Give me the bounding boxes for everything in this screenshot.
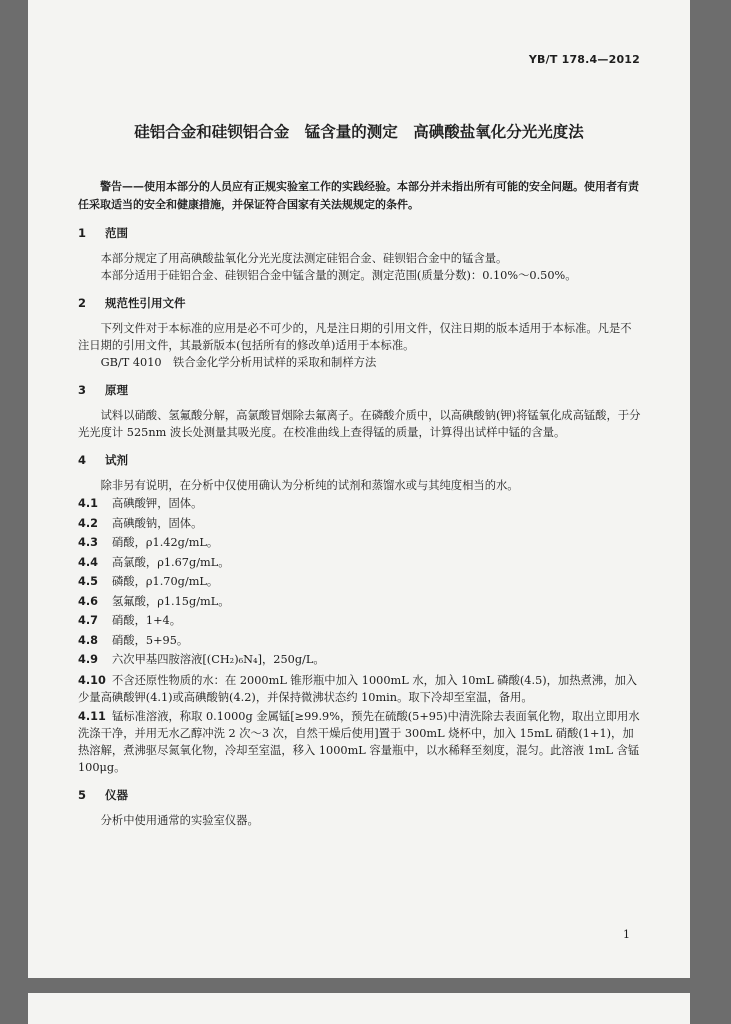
section-2-heading <box>78 295 642 312</box>
section-5-heading <box>78 787 642 804</box>
section-title: 范围 <box>105 226 128 240</box>
section-5-paragraph: 分析中使用通常的实验室仪器。 <box>100 813 259 827</box>
page-number: 1 <box>623 928 630 941</box>
section-title: 仪器 <box>105 787 128 802</box>
section-title: 规范性引用文件 <box>105 296 186 310</box>
next-page-edge <box>28 993 690 1024</box>
section-number: 3 <box>78 383 87 397</box>
section-1-paragraph: 本部分规定了用高碘酸盐氧化分光光度法测定硅铝合金、硅钡铝合金中的锰含量。 <box>100 252 508 265</box>
section-3-heading <box>78 382 642 399</box>
reagent-list <box>78 494 642 776</box>
section-title: 试剂 <box>105 453 128 467</box>
list-item: 4.4 高氯酸，ρ1.67g/mL。 <box>78 555 230 569</box>
list-item: 4.10 不含还原性物质的水：在 2000mL 锥形瓶中加入 1000mL 水，加入 10mL 磷酸(4.5)，加热煮沸，加入少量高碘酸钾(4.1)或高碘酸钠(4.2)，并保持微沸状态约 10min。取下冷却至室温，备用。 <box>78 673 638 704</box>
section-number: 5 <box>78 787 87 802</box>
section-1-heading <box>78 225 642 242</box>
section-4-heading <box>78 452 642 469</box>
document-title: 硅铝合金和硅钡铝合金 锰含量的测定 高碘酸盐氧化分光光度法 <box>134 123 584 141</box>
section-number: 4 <box>78 453 87 467</box>
list-item: 4.6 氢氟酸，ρ1.15g/mL。 <box>78 594 230 608</box>
section-4-paragraph: 除非另有说明，在分析中仅使用确认为分析纯的试剂和蒸馏水或与其纯度相当的水。 <box>100 479 519 492</box>
section-3-paragraph: 试料以硝酸、氢氟酸分解，高氯酸冒烟除去氟离子。在磷酸介质中，以高碘酸钠(钾)将锰氧化成高锰酸，于分光光度计 525nm 波长处测量其吸光度。在校准曲线上查得锰的质量，计算得出试样中锰的含量。 <box>78 409 641 439</box>
list-item: 4.8 硝酸，5+95。 <box>78 633 189 647</box>
section-number: 1 <box>78 226 87 240</box>
section-title: 原理 <box>105 383 128 397</box>
list-item: 4.1 高碘酸钾，固体。 <box>78 497 203 510</box>
document-page <box>28 0 690 978</box>
list-item: 4.7 硝酸，1+4。 <box>78 614 182 627</box>
document-number: YB/T 178.4—2012 <box>528 53 640 66</box>
list-item: 4.5 磷酸，ρ1.70g/mL。 <box>78 575 219 588</box>
document-body <box>78 178 642 829</box>
section-number: 2 <box>78 296 87 310</box>
list-item: 4.11 锰标准溶液，称取 0.1000g 金属锰[≥99.9%，预先在硫酸(5+95)中清洗除去表面氧化物，取出立即用水洗涤干净，并用无水乙醇冲洗 2 次～3 次，自然干燥后使用]置于 300mL 烧杯中，加入 15mL 硝酸(1+1)，加热溶解，煮沸驱尽氮氧化物，冷却至室温，移入 1000mL 容量瓶中，以水稀释至刻度，混匀。此溶液 1mL 含锰 100μg。 <box>78 709 640 774</box>
section-2-paragraph: 下列文件对于本标准的应用是必不可少的，凡是注日期的引用文件，仅注日期的版本适用于本标准。凡是不注日期的引用文件，其最新版本(包括所有的修改单)适用于本标准。 <box>78 322 632 352</box>
section-2-reference: GB/T 4010 铁合金化学分析用试样的采取和制样方法 <box>100 356 377 369</box>
list-item: 4.2 高碘酸钠，固体。 <box>78 516 203 530</box>
section-1-paragraph: 本部分适用于硅铝合金、硅钡铝合金中锰含量的测定。测定范围(质量分数)：0.10%～0.50%。 <box>100 269 577 282</box>
warning-paragraph: 警告——使用本部分的人员应有正规实验室工作的实践经验。本部分并未指出所有可能的安全问题。使用者有责任采取适当的安全和健康措施，并保证符合国家有关法规规定的条件。 <box>78 180 639 211</box>
list-item: 4.9 六次甲基四胺溶液[(CH₂)₆N₄]，250g/L。 <box>78 653 325 666</box>
list-item: 4.3 硝酸，ρ1.42g/mL。 <box>78 536 219 549</box>
